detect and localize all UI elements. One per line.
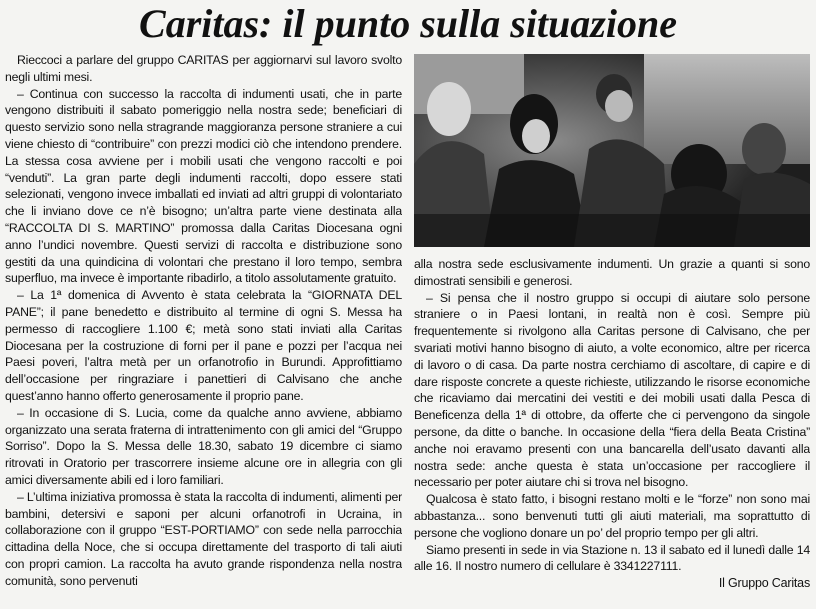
- paragraph-continuation: alla nostra sede esclusivamente indumenti. Un grazie a quanti si sono dimostrati sensibili e generosi.: [414, 257, 810, 288]
- paragraph-needs: Qualcosa è stato fatto, i bisogni restano molti e le “forze” non sono mai abbastanza... sono benvenuti tutti gli aiuti materiali, ma soprattutto di persone che vogliono donare un po’ del proprio tempo per gli altri.: [414, 492, 810, 540]
- left-column: [5, 52, 402, 608]
- signature: Il Gruppo Caritas: [718, 576, 810, 591]
- article-title: Caritas: il punto sulla situazione: [139, 1, 677, 46]
- paragraph-local-help: – Si pensa che il nostro gruppo si occupi di aiutare solo persone straniere o in Paesi lontani, in realtà non è così. Sempre più frequentemente si rivolgono alla Caritas persone di Calvisano, che per svariati motivi hanno bisogno di aiuto, a volte economico, altre per ricerca di lavoro o di casa. Da parte nostra cerchiamo di ascoltare, di capire e di dare risposte concrete a queste richieste, utilizzando le risorse economiche che ricaviamo dai mercatini dei vestiti e dei mobili usati dalla Pesca di Beneficenza della 1ª di ottobre, da offerte che ci pervengono da singole persone, da ditte o banche. In occasione della “fiera della Beata Cristina” anche noi eravamo presenti con una bancarella dell’usato davanti alla nostra sede: anche questa è stata un’occasione per raccogliere il necessario per poter aiutare chi si trova nel bisogno.: [414, 290, 810, 490]
- photo-of-group-meeting-icon: [414, 54, 810, 247]
- paragraph-contacts: Siamo presenti in sede in via Stazione n. 13 il sabato ed il lunedì dalle 14 alle 16. Il nostro numero di cellulare è 3341227111.: [414, 542, 810, 574]
- paragraph-ukraine: – L’ultima iniziativa promossa è stata la raccolta di indumenti, alimenti per bambini, detersivi e saponi per alcuni orfanotrofi in Ucraina, in collaborazione con il gruppo “EST-PORTIAMO” con sede nella parrocchia cittadina della Noce, che si occupa direttamente del trasporto di tali aiuti con propri camion. La raccolta ha avuto grande rispondenza nella nostra comunità, sono pervenuti: [5, 489, 402, 588]
- paragraph-clothing-collection: – Continua con successo la raccolta di indumenti usati, che in parte vengono distribuiti il sabato pomeriggio nella nostra sede; beneficiari di questo servizio sono nella stragrande maggioranza persone straniere a cui viene chiesto di “contribuire” con prezzi modici ciò che intendono prendere. La stessa cosa avviene per i mobili usati che vengono raccolti e poi “venduti”. La gran parte degli indumenti raccolti, dopo essere stati selezionati, vengono invece imballati ed inviati ad altri gruppi di volontariato che li inviano dove ce n’è bisogno; un’altra parte viene destinata alla “RACCOLTA DI S. MARTINO” promossa dalla Caritas Diocesana ogni anno l’undici novembre. Questi servizi di raccolta e distribuzione sono gestiti da una quindicina di volontari che prestano il loro tempo, sembra superfluo, ma invece è importante ribadirlo, a titolo assolutamente gratuito.: [5, 86, 402, 286]
- group-photo: [414, 54, 810, 247]
- right-column: [414, 256, 810, 606]
- paragraph-bread-day: – La 1ª domenica di Avvento è stata celebrata la “GIORNATA DEL PANE”; il pane benedetto e distribuito al termine di ogni S. Messa ha permesso di raccogliere 1.100 €; metà sono stati inviati alla Caritas Diocesana per la costruzione di forni per il pane e pozzi per l’acqua nei Paesi poveri, l’altra metà per un orfanotrofio in Burundi. Approfittiamo dell’occasione per ringraziare i panettieri di Calvisano che anche quest’anno hanno offerto generosamente il proprio pane.: [5, 288, 402, 403]
- paragraph-intro: Rieccoci a parlare del gruppo CARITAS per aggiornarvi sul lavoro svolto negli ultimi mesi.: [5, 53, 402, 84]
- paragraph-santa-lucia: – In occasione di S. Lucia, come da qualche anno avviene, abbiamo organizzato una serata fraterna di intrattenimento con gli amici del “Gruppo Sorriso”. Dopo la S. Messa delle 18.30, sabato 19 dicembre ci siamo ritrovati in Oratorio per trascorrere insieme alcune ore in allegria con gli amici diversamente abili ed i loro familiari.: [5, 405, 402, 487]
